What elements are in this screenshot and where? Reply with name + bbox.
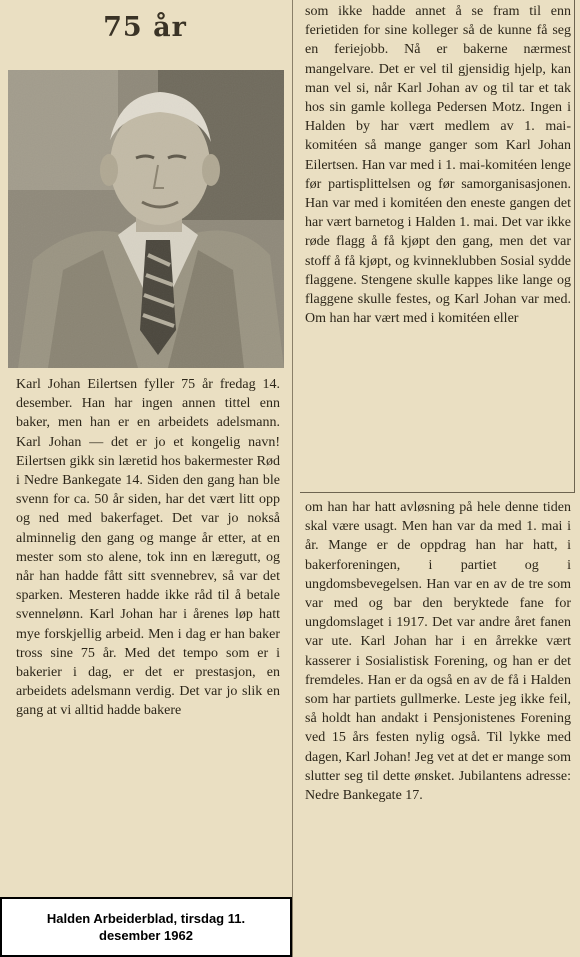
article-paragraph-right-top: som ikke hadde annet å se fram til enn ferietiden for sine kolleger så de kunne få seg en feriejobb. Nå er bakerne nærmest mangelvare. Det er vel til gjensidig hjelp, kan man vel si, når Karl Johan av og til tar et tak hos sin gamle kollega Pedersen Motz. Ingen i Halden by har vært medlem av 1. mai-komitéen så mange ganger som Karl Johan Eilertsen. Han var med i 1. mai-komitéen lenge før partisplittelsen og før samorganisasjonen. Han var med i komitéen den eneste gangen det har vært barnetog i Halden 1. mai. Det var ikke røde flagg å få kjøpt den gang, men det var stoff å få kjøpt, og kvinneklubben Sosial sydde flaggene. Stengene skulle kappes like lange og flaggene skulle festes, og Karl Johan var med. Om han har vært med i komitéen eller [305, 4, 571, 327]
column-divider [292, 0, 293, 957]
portrait-photo [8, 70, 284, 368]
article-column-right-top [305, 2, 571, 328]
source-caption [0, 897, 292, 957]
article-column-right-bottom [305, 498, 571, 805]
source-caption-text: Halden Arbeiderblad, tirsdag 11. desember 1962 [46, 911, 246, 943]
article-paragraph-right-bottom: om han har hatt avløsning på hele denne tiden skal være usagt. Men han var da med 1. mai i år. Mange er de oppdrag han har hatt, i bakerforeningen, i partiet og i ungdomsbevegelsen. Han var en av de tre som var med og bar den beryktede fane for ungdomslaget i 1917. Det var andre året fanen var ute. Karl Johan har i en årrekke vært kasserer i Sosialistisk Forening, og han er det fremdeles. Han er da også en av de få i Halden som har partiets gullmerke. Leste jeg ikke feil, så holdt han andakt i Pensjonistenes Forening ved 15 års festen nylig også. Til lykke med dagen, Karl Johan! Jeg vet at det er mange som slutter seg til dette ønsket. Jubilantens adresse: Nedre Bankegate 17. [305, 500, 571, 804]
article-headline: 75 år [103, 12, 187, 43]
article-paragraph-left: Karl Johan Eilertsen fyller 75 år fredag 14. desember. Han har ingen annen tittel enn baker, men han er en arbeidets adelsmann. Karl Johan — det er jo et kongelig navn! Eilertsen gikk sin læretid hos bakermester Rød i Nedre Bankegate 14. Siden den gang han ble svenn for ca. 50 år siden, har det vært litt opp og ned med bakerfaget. Det var jo nokså alminnelig den gang og mange år etter, at en mester som sto alene, tok inn en læregutt, og når han hadde fått sitt svennebrev, så var det sparken. Mesteren hadde ikke råd til å betale svennelønn. Karl Johan har i årenes løp hatt mye forskjellig arbeid. Men i dag er han baker tross sine 75 år. Med det tempo som er i bakerier i dag, er det er prestasjon, en arbeidets adelsmann verdig. Det var jo slik en gang at vi alltid hadde bakere [16, 377, 280, 719]
portrait-illustration [8, 70, 284, 368]
article-column-left [16, 375, 280, 721]
